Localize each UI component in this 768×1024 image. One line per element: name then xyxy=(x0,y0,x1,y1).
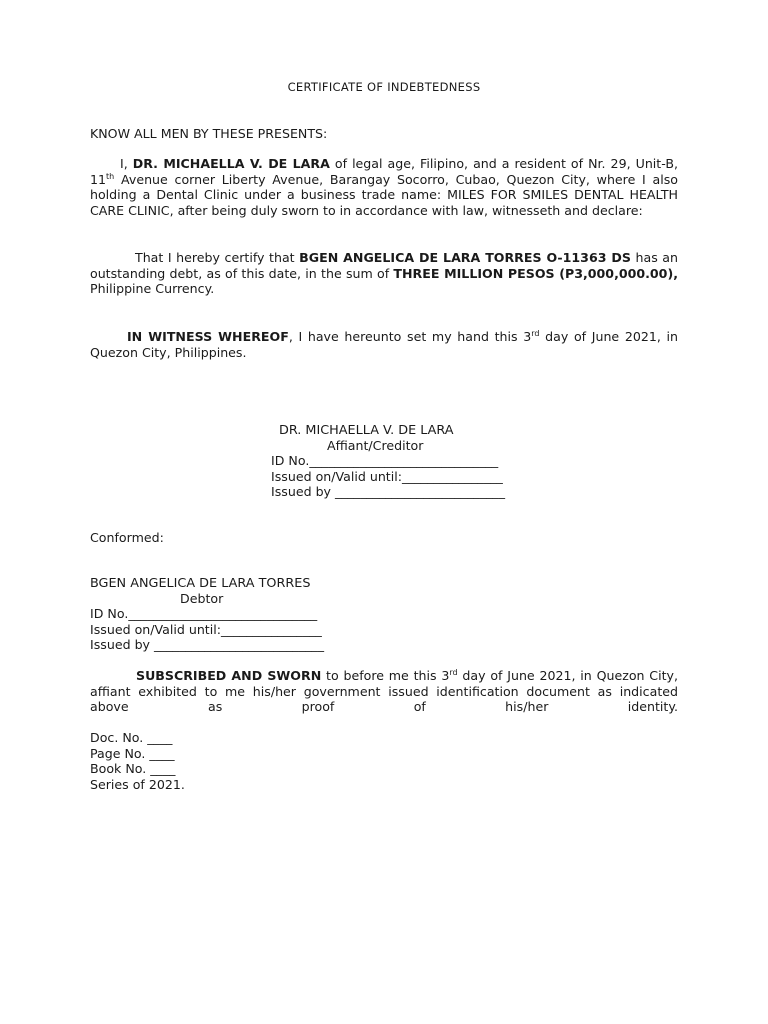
debtor-issued-by-line: Issued by ___________________________ xyxy=(90,637,325,652)
opening-line: KNOW ALL MEN BY THESE PRESENTS: xyxy=(90,126,328,141)
debtor-issued-on-line: Issued on/Valid until:________________ xyxy=(90,622,322,637)
conformed-label: Conformed: xyxy=(90,530,164,545)
jurat-paragraph: SUBSCRIBED AND SWORN to before me this 3rd day of June 2021, in Quezon City, affiant exhibited to me his/her government issued identification document as indicated above as proof of his/her identity. xyxy=(90,667,678,715)
debt-amount: THREE MILLION PESOS (P3,000,000.00), xyxy=(393,265,678,281)
affiant-issued-by-line: Issued by ___________________________ xyxy=(271,484,506,499)
affiant-name-inline: DR. MICHAELLA V. DE LARA xyxy=(132,156,330,171)
intro-paragraph: I, DR. MICHAELLA V. DE LARA of legal age, Filipino, and a resident of Nr. 29, Unit-B, 11th Avenue corner Liberty Avenue, Barangay Socorro, Cubao, Quezon City, where I also holding a Dental Clinic under a business trade name: MILES FOR SMILES DENTAL HEALTH CARE CLINIC, after being duly sworn to in accordance with law, witnesseth and declare: xyxy=(90,156,678,218)
document-title: CERTIFICATE OF INDEBTEDNESS xyxy=(287,80,481,94)
series-year: Series of 2021. xyxy=(90,777,185,792)
witness-paragraph: IN WITNESS WHEREOF, I have hereunto set my hand this 3rd day of June 2021, in Quezon City, Philippines. xyxy=(90,328,679,360)
book-number: Book No. ____ xyxy=(90,761,176,776)
affiant-role: Affiant/Creditor xyxy=(327,438,424,453)
affiant-signature-name: DR. MICHAELLA V. DE LARA xyxy=(279,423,454,438)
debtor-signature-name: BGEN ANGELICA DE LARA TORRES xyxy=(90,576,311,591)
doc-number: Doc. No. ____ xyxy=(90,730,173,745)
debt-certification-paragraph: That I hereby certify that BGEN ANGELICA DE LARA TORRES O-11363 DS has an outstanding debt, as of this date, in the sum of THREE MILLION PESOS (P3,000,000.00), Philippine Currency. xyxy=(90,250,679,297)
page-number: Page No. ____ xyxy=(90,746,175,761)
debtor-name-inline: BGEN ANGELICA DE LARA TORRES O-11363 DS xyxy=(299,250,631,265)
affiant-issued-on-line: Issued on/Valid until:________________ xyxy=(271,469,503,484)
debtor-role: Debtor xyxy=(180,591,224,606)
affiant-id-line: ID No.______________________________ xyxy=(271,453,499,468)
debtor-id-line: ID No.______________________________ xyxy=(90,606,318,621)
